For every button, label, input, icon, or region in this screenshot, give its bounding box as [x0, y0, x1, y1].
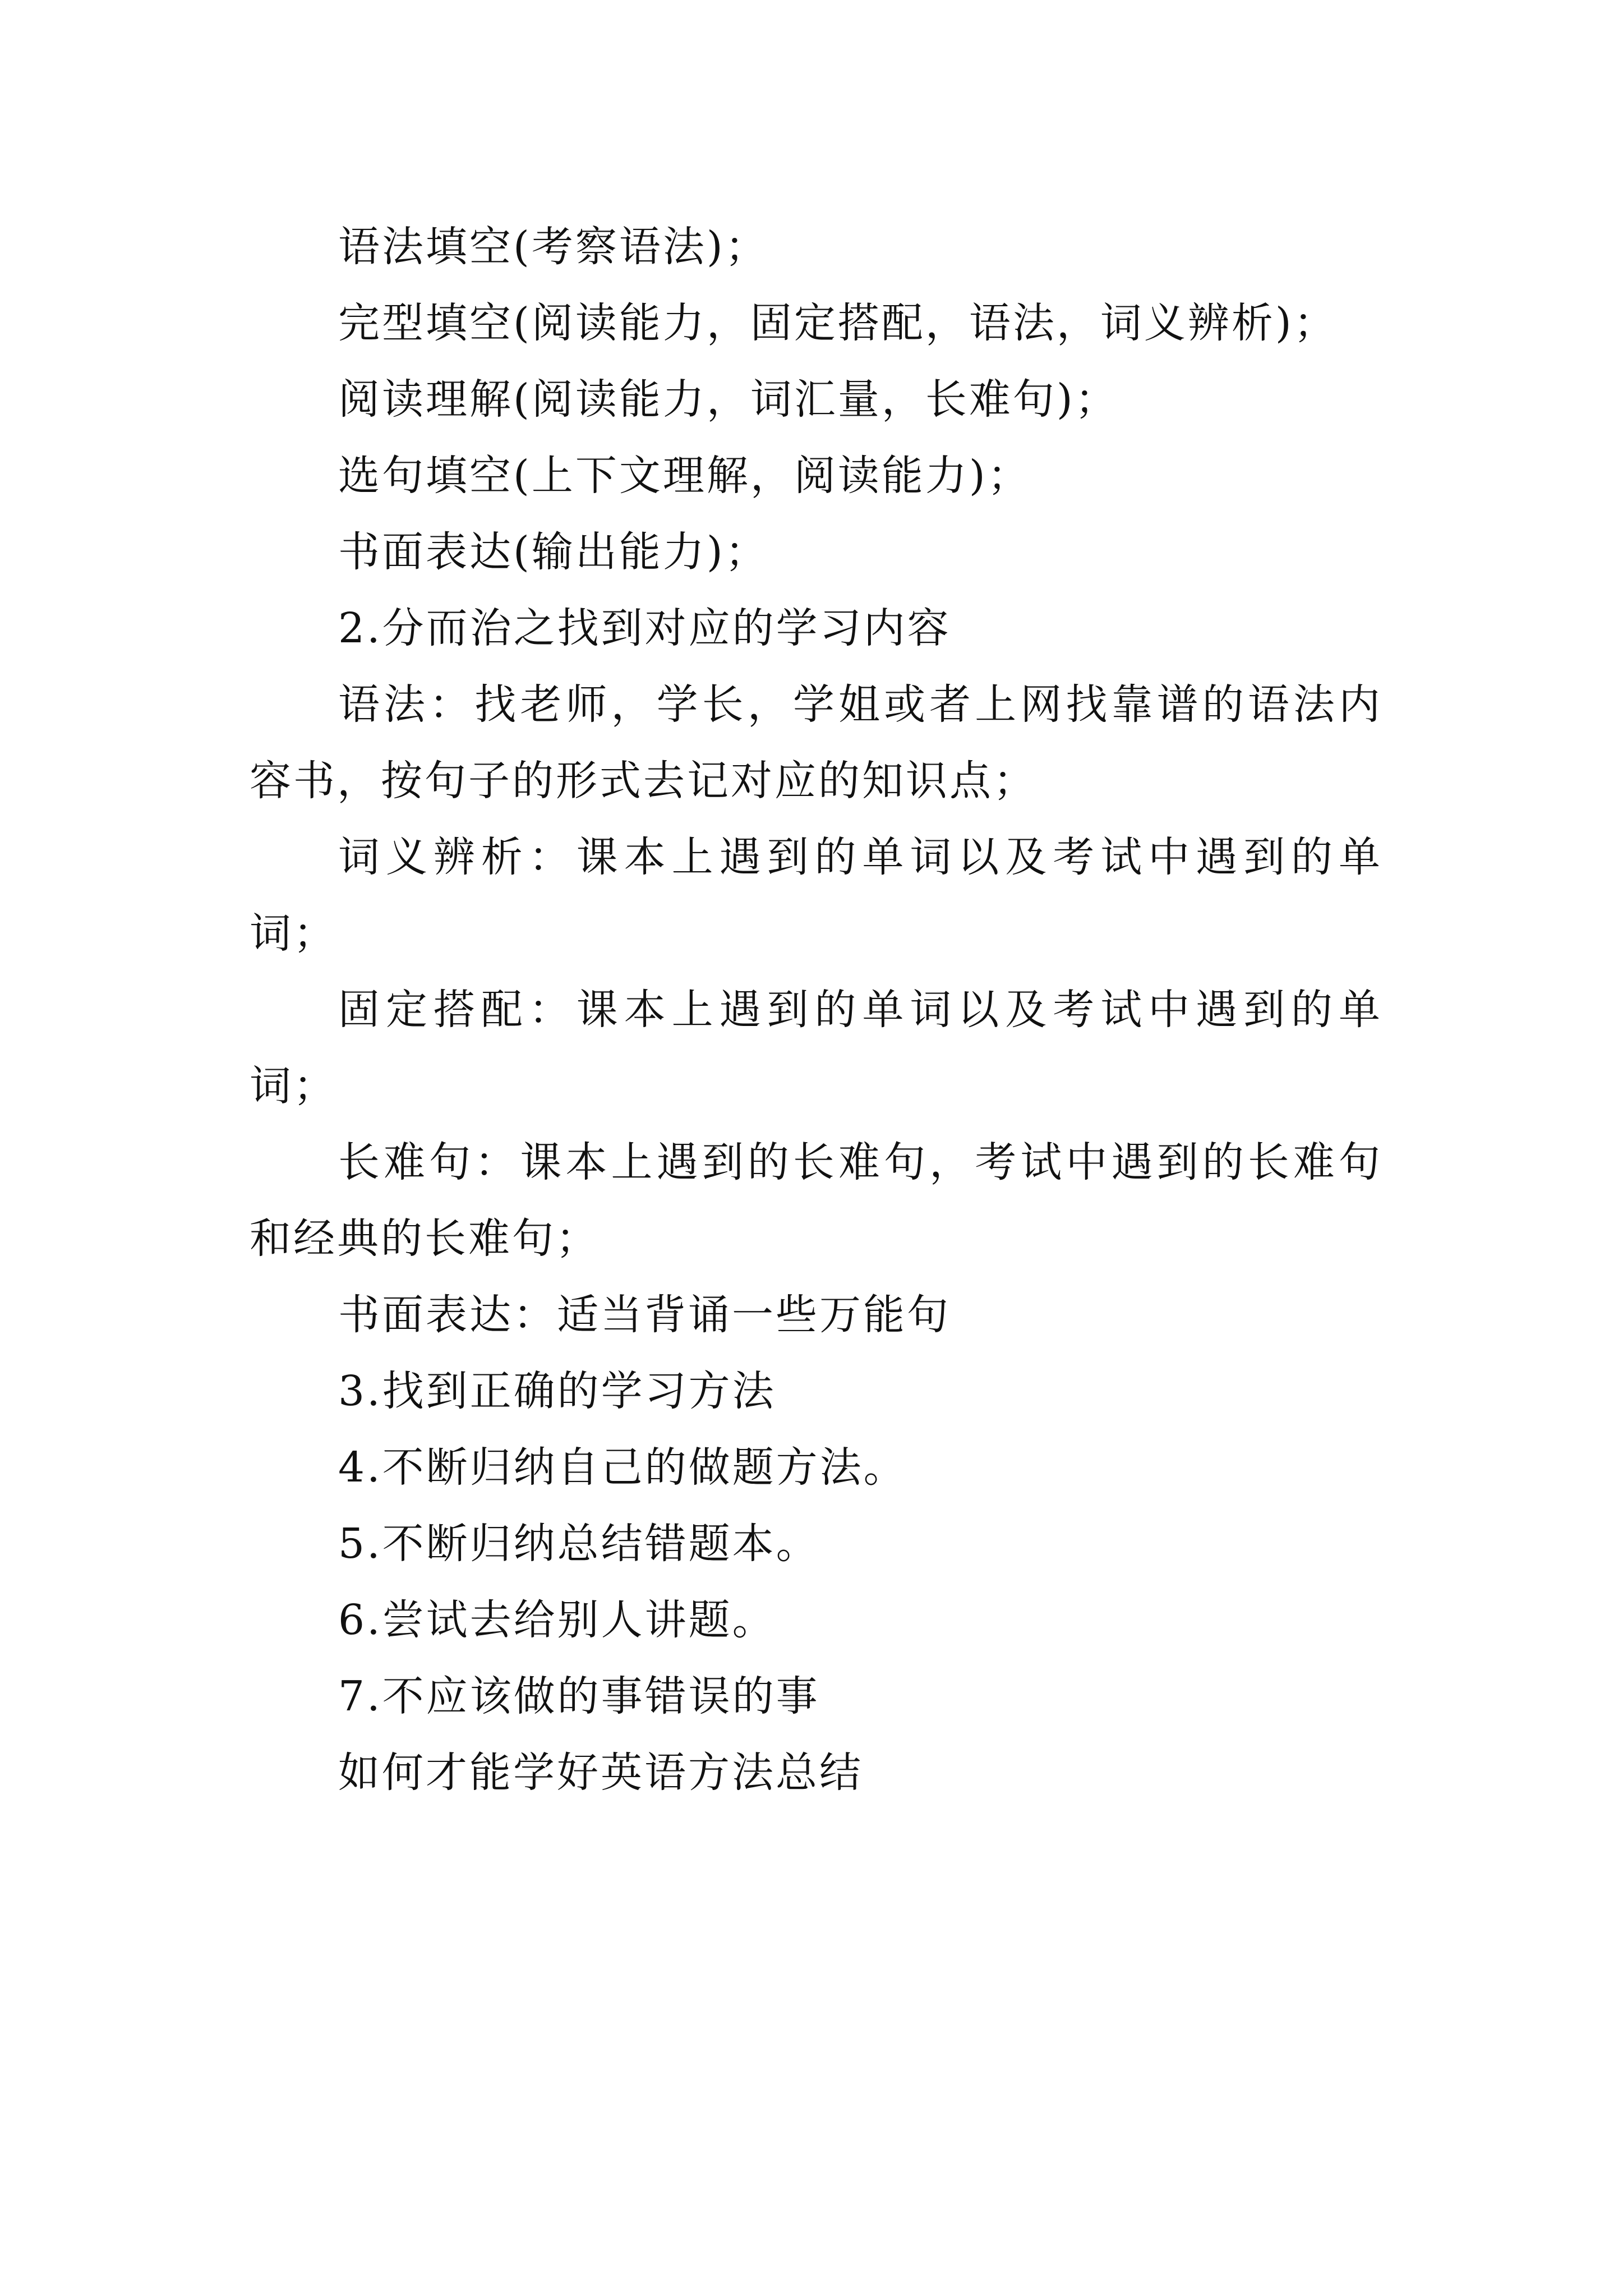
document-body	[250, 209, 1382, 1811]
paragraph-collocation: 固定搭配：课本上遇到的单词以及考试中遇到的单词；	[250, 986, 1382, 1110]
paragraph-cloze: 完型填空(阅读能力，固定搭配，语法，词义辨析)；	[338, 299, 1338, 347]
paragraph-writing: 书面表达(输出能力)；	[338, 528, 769, 576]
paragraph-step-6: 6.尝试去给别人讲题。	[338, 1596, 776, 1644]
paragraph-step-5: 5.不断归纳总结错题本。	[338, 1520, 820, 1568]
paragraph-summary: 如何才能学好英语方法总结	[338, 1749, 863, 1797]
paragraph-sentence-fill: 选句填空(上下文理解，阅读能力)；	[338, 452, 1031, 500]
paragraph-step-7: 7.不应该做的事错误的事	[338, 1672, 820, 1720]
paragraph-word-meaning: 词义辨析：课本上遇到的单词以及考试中遇到的单词；	[250, 833, 1382, 958]
paragraph-grammar-method: 语法：找老师，学长，学姐或者上网找靠谱的语法内容书，按句子的形式去记对应的知识点；	[250, 680, 1382, 805]
paragraph-step-2: 2.分而治之找到对应的学习内容	[338, 604, 951, 652]
paragraph-long-sentences: 长难句：课本上遇到的长难句，考试中遇到的长难句和经典的长难句；	[250, 1138, 1382, 1263]
paragraph-step-4: 4.不断归纳自己的做题方法。	[338, 1443, 907, 1492]
paragraph-reading: 阅读理解(阅读能力，词汇量，长难句)；	[338, 375, 1119, 424]
paragraph-grammar-fill: 语法填空(考察语法)；	[338, 223, 769, 271]
paragraph-step-3: 3.找到正确的学习方法	[338, 1367, 776, 1415]
paragraph-writing-method: 书面表达：适当背诵一些万能句	[338, 1291, 951, 1339]
